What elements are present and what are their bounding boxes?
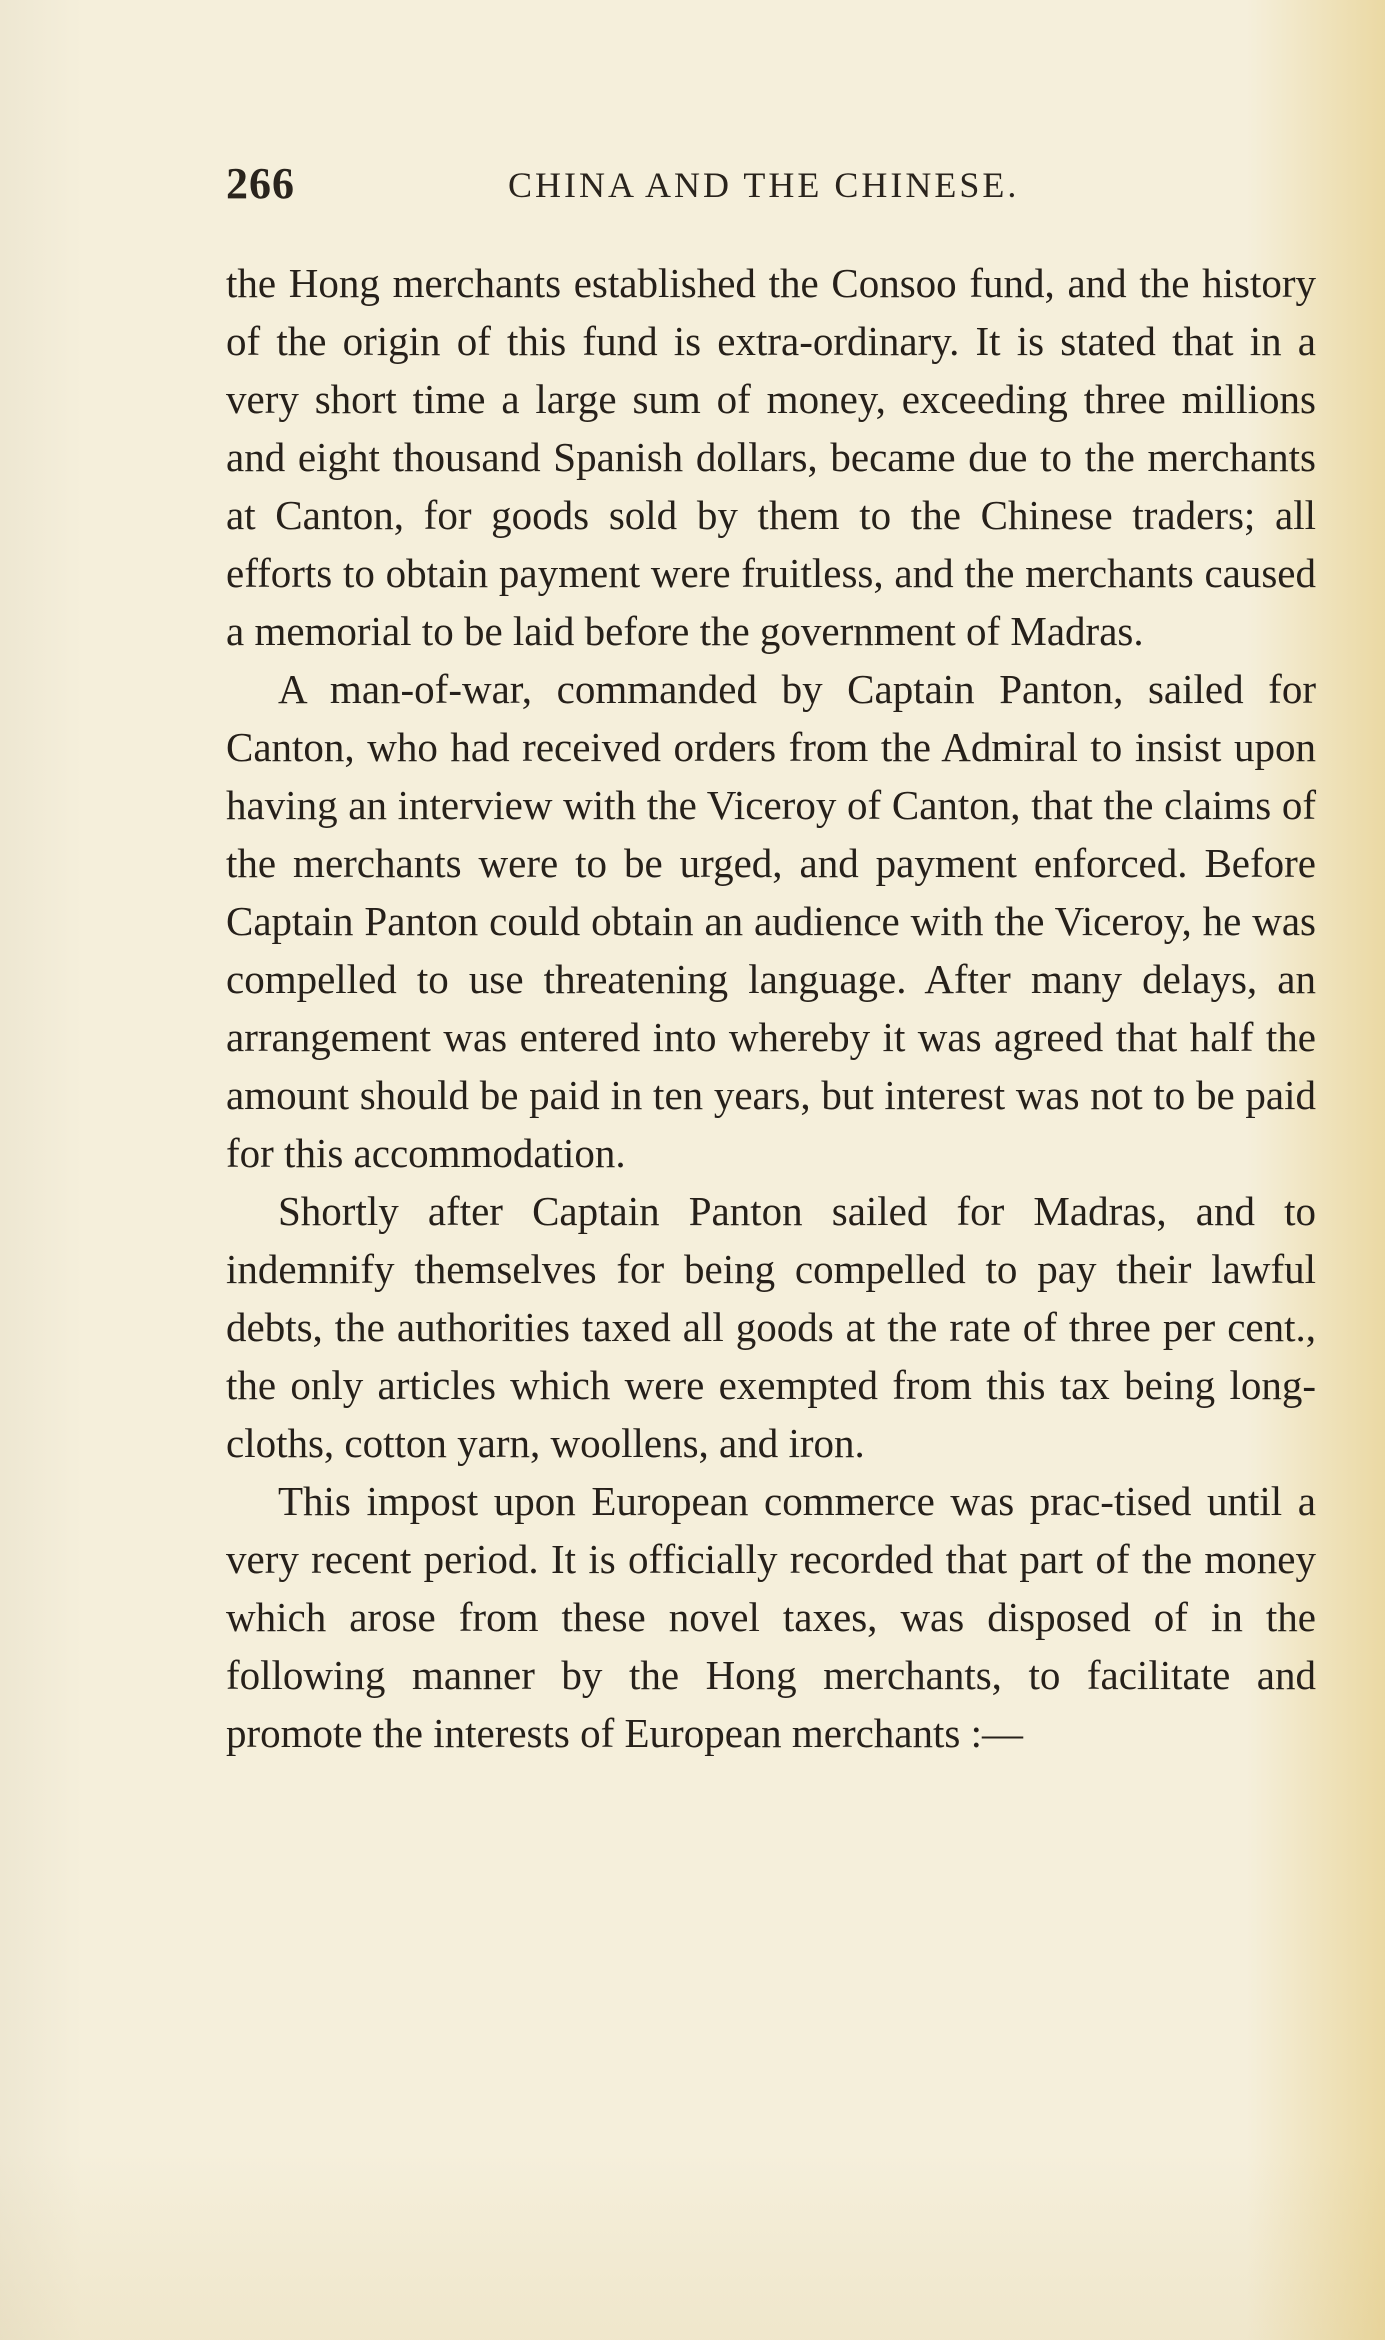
paragraph: This impost upon European commerce was prac-tised until a very recent period. It is officially recorded that part of the money which arose from these novel taxes, was disposed of in the following manner by the Hong merchants, to facilitate and promote the interests of European merchants :— (226, 1478, 1316, 1756)
body-text (226, 254, 1316, 1762)
paragraph: the Hong merchants established the Consoo fund, and the history of the origin of this fund is extra-ordinary. It is stated that in a very short time a large sum of money, exceeding three millions and eight thousand Spanish dollars, became due to the merchants at Canton, for goods sold by them to the Chinese traders; all efforts to obtain payment were fruitless, and the merchants caused a memorial to be laid before the government of Madras. (226, 260, 1316, 654)
page-header (226, 158, 1310, 218)
running-head: CHINA AND THE CHINESE. (508, 165, 1020, 205)
paragraph: A man-of-war, commanded by Captain Panton, sailed for Canton, who had received orders from the Admiral to insist upon having an interview with the Viceroy of Canton, that the claims of the merchants were to be urged, and payment enforced. Before Captain Panton could obtain an audience with the Viceroy, he was compelled to use threatening language. After many delays, an arrangement was entered into whereby it was agreed that half the amount should be paid in ten years, but interest was not to be paid for this accommodation. (226, 666, 1316, 1176)
page-number: 266 (226, 159, 295, 208)
paragraph: Shortly after Captain Panton sailed for Madras, and to indemnify themselves for being compelled to pay their lawful debts, the authorities taxed all goods at the rate of three per cent., the only articles which were exempted from this tax being long-cloths, cotton yarn, woollens, and iron. (226, 1188, 1316, 1466)
